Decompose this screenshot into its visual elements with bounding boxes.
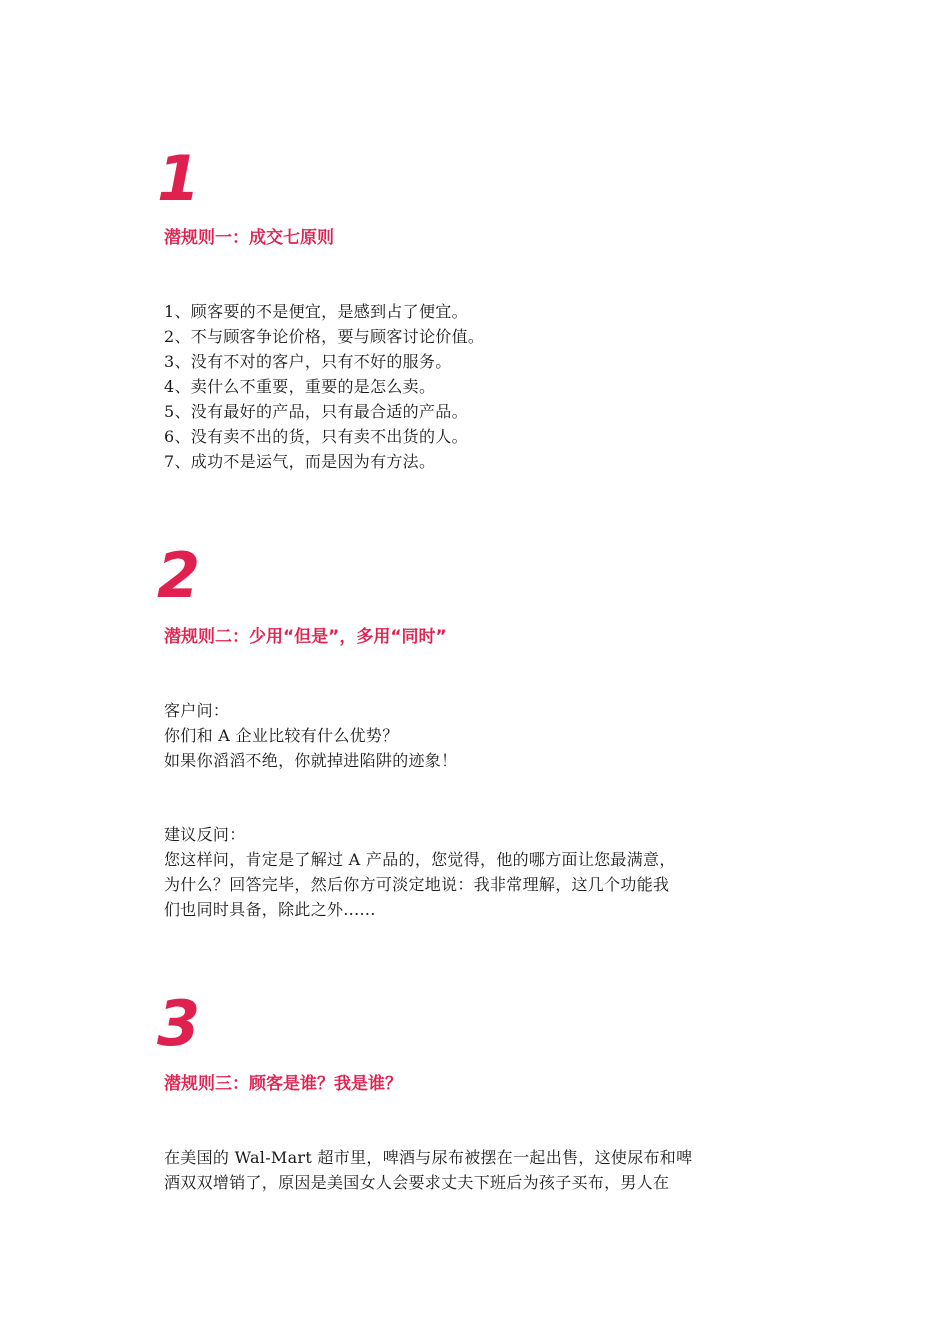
section-number: 2 <box>157 539 201 612</box>
body-paragraph <box>164 299 804 474</box>
body-paragraph <box>164 822 804 922</box>
text-line: 为什么？回答完毕，然后你方可淡定地说：我非常理解，这几个功能我 <box>164 875 670 894</box>
text-line: 你们和 A 企业比较有什么优势？ <box>164 726 399 745</box>
text-line: 您这样问，肯定是了解过 A 产品的，您觉得，他的哪方面让您最满意， <box>164 850 676 869</box>
text-line: 们也同时具备，除此之外...... <box>164 900 376 919</box>
section-number: 1 <box>157 142 201 215</box>
section-heading: 潜规则二：少用“但是”，多用“同时” <box>164 627 447 647</box>
section-number: 3 <box>157 987 201 1060</box>
text-line: 5、没有最好的产品，只有最合适的产品。 <box>164 402 468 421</box>
text-line: 3、没有不对的客户，只有不好的服务。 <box>164 352 452 371</box>
text-line: 在美国的 Wal-Mart 超市里，啤酒与尿布被摆在一起出售，这使尿布和啤 <box>164 1148 693 1167</box>
text-line: 1、顾客要的不是便宜，是感到占了便宜。 <box>164 302 468 321</box>
text-line: 4、卖什么不重要，重要的是怎么卖。 <box>164 377 436 396</box>
body-paragraph <box>164 698 804 773</box>
text-line: 客户问： <box>164 701 230 720</box>
text-line: 6、没有卖不出的货，只有卖不出货的人。 <box>164 427 468 446</box>
section-heading: 潜规则一：成交七原则 <box>164 228 334 248</box>
body-paragraph <box>164 1145 804 1195</box>
text-line: 建议反问： <box>164 825 246 844</box>
text-line: 酒双双增销了，原因是美国女人会要求丈夫下班后为孩子买布，男人在 <box>164 1173 670 1192</box>
text-line: 7、成功不是运气，而是因为有方法。 <box>164 452 436 471</box>
text-line: 如果你滔滔不绝，你就掉进陷阱的迹象！ <box>164 751 458 770</box>
section-heading: 潜规则三：顾客是谁？我是谁？ <box>164 1074 402 1094</box>
text-line: 2、不与顾客争论价格，要与顾客讨论价值。 <box>164 327 485 346</box>
